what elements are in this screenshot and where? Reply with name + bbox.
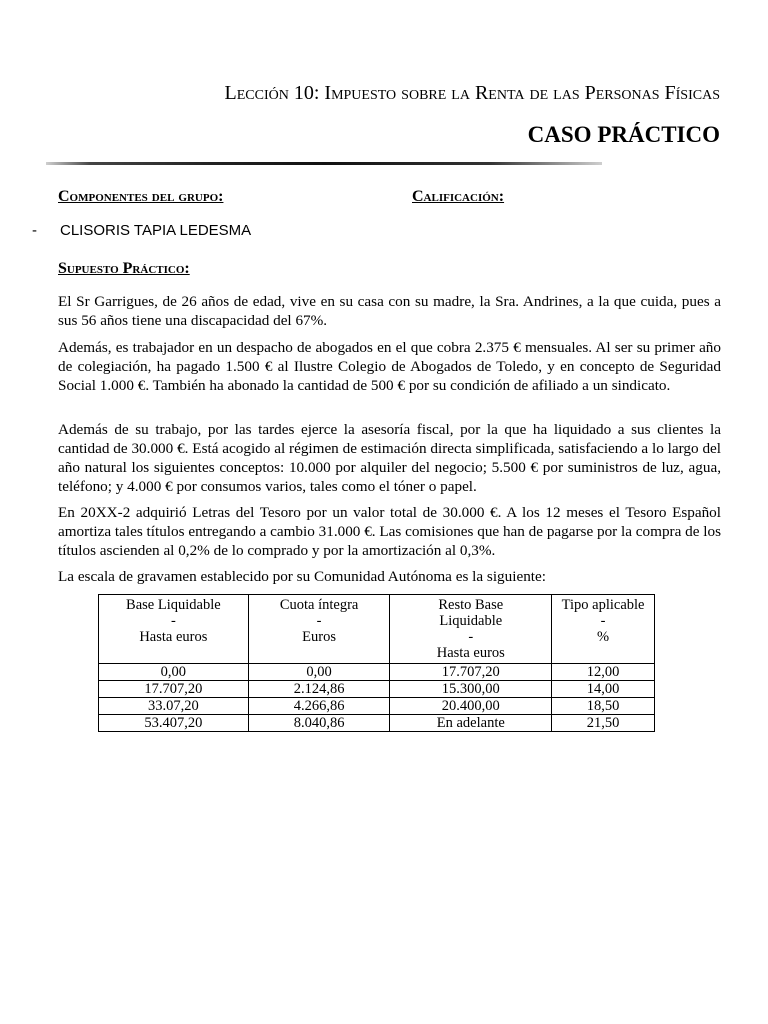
case-study-heading: Supuesto Práctico: <box>58 260 190 277</box>
table-cell: 17.707,20 <box>99 681 249 698</box>
table-cell: 18,50 <box>552 698 655 715</box>
table-row <box>99 715 655 732</box>
member-dash: - <box>32 222 37 239</box>
table-row <box>99 681 655 698</box>
table-row <box>99 664 655 681</box>
table-cell: 33.07,20 <box>99 698 249 715</box>
paragraph-2: Además, es trabajador en un despacho de abogados en el que cobra 2.375 € mensuales. Al ser su primer año de colegiación, ha pagado 1.500 € al Ilustre Colegio de Abogados de Toledo, y en concepto de Seguridad Social 1.000 €. También ha abonado la cantidad de 500 € por su condición de afiliado a un sindicato. <box>58 339 721 394</box>
paragraph-3: Además de su trabajo, por las tardes ejerce la asesoría fiscal, por la que ha liquidado a sus clientes la cantidad de 30.000 €. Está acogido al régimen de estimación directa simplificada, satisfaciendo a lo largo del año natural los siguientes conceptos: 10.000 por alquiler del negocio; 5.500 € por suministros de luz, agua, teléfono; y 4.000 € por consumos varios, tales como el tóner o papel. <box>58 421 721 495</box>
header-base-liquidable: Base Liquidable - Hasta euros <box>99 595 249 664</box>
header-cuota-integra: Cuota íntegra - Euros <box>248 595 390 664</box>
paragraph-1: El Sr Garrigues, de 26 años de edad, vive en su casa con su madre, la Sra. Andrines, a la que cuida, pues a sus 56 años tiene una discapacidad del 67%. <box>58 293 721 329</box>
tax-scale-table <box>98 594 655 732</box>
table-cell: 4.266,86 <box>248 698 390 715</box>
group-heading: Componentes del grupo: <box>58 188 224 205</box>
table-cell: 12,00 <box>552 664 655 681</box>
table-cell: 15.300,00 <box>390 681 552 698</box>
grade-heading: Calificación: <box>412 188 505 205</box>
table-header-row <box>99 595 655 664</box>
member-name: CLISORIS TAPIA LEDESMA <box>60 222 252 239</box>
table-cell: 8.040,86 <box>248 715 390 732</box>
case-title: CASO PRÁCTICO <box>527 122 720 147</box>
table-cell: 20.400,00 <box>390 698 552 715</box>
table-cell: 2.124,86 <box>248 681 390 698</box>
table-cell: 14,00 <box>552 681 655 698</box>
header-divider <box>46 162 602 165</box>
lesson-title: Lección 10: Impuesto sobre la Renta de las Personas Físicas <box>224 82 720 104</box>
table-row <box>99 698 655 715</box>
header-resto-base: Resto Base Liquidable - Hasta euros <box>390 595 552 664</box>
table-cell: En adelante <box>390 715 552 732</box>
table-cell: 0,00 <box>248 664 390 681</box>
table-cell: 17.707,20 <box>390 664 552 681</box>
group-member <box>32 222 251 239</box>
table-cell: 0,00 <box>99 664 249 681</box>
table-cell: 21,50 <box>552 715 655 732</box>
paragraph-4: En 20XX-2 adquirió Letras del Tesoro por un valor total de 30.000 €. A los 12 meses el Tesoro Español amortiza tales títulos entregando a cambio 31.000 €. Las comisiones que han de pagarse por la compra de los títulos ascienden al 0,2% de lo comprado y por la amortización al 0,3%. <box>58 504 721 559</box>
header-tipo-aplicable: Tipo aplicable - % <box>552 595 655 664</box>
table-cell: 53.407,20 <box>99 715 249 732</box>
paragraph-5: La escala de gravamen establecido por su Comunidad Autónoma es la siguiente: <box>58 568 546 585</box>
